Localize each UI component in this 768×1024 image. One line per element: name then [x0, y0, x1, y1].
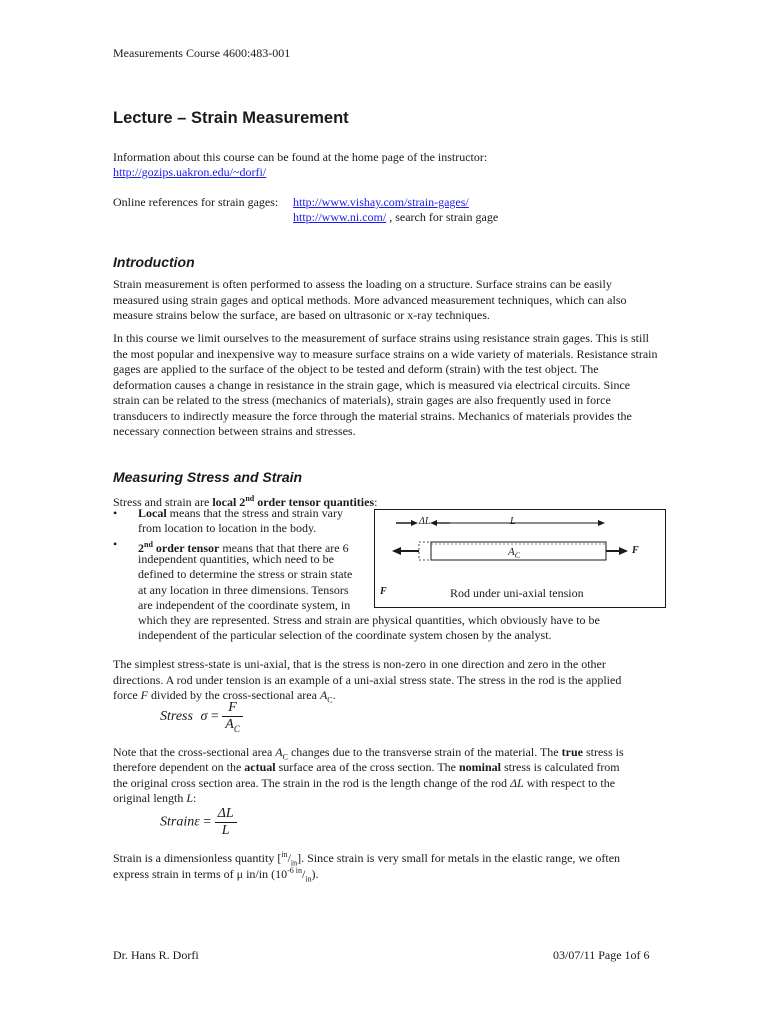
- bullet-1-text: means that the stress and strain vary: [166, 506, 343, 520]
- bullet-2-bold-b: order tensor: [152, 541, 220, 555]
- lead-bold-1: local 2: [212, 495, 246, 509]
- note-text-g: the original cross section area. The strain in the rod is the length change of the rod: [113, 776, 510, 790]
- dimless-sub-2: in: [305, 874, 312, 884]
- note-text-d: therefore dependent on the: [113, 760, 245, 774]
- bullet-2-bold-a: 2: [138, 541, 144, 555]
- epsilon-symbol: ε: [194, 814, 200, 830]
- footer-author: Dr. Hans R. Dorfi: [113, 948, 199, 962]
- note-text-c: stress is: [582, 745, 624, 759]
- note-delta-l: ΔL: [510, 776, 524, 790]
- uniaxial-period: .: [332, 688, 336, 702]
- note-text-f: stress is calculated from: [501, 760, 620, 774]
- note-text-i: original length: [113, 791, 187, 805]
- strain-eq-lhs: Strain: [160, 814, 195, 830]
- bullet-2-line-3: defined to determine the stress or strain state: [138, 567, 353, 581]
- stress-heading: Measuring Stress and Strain: [113, 469, 303, 485]
- stress-fraction: [222, 700, 243, 734]
- note-line-4: [113, 791, 196, 807]
- note-actual-bold: actual: [244, 760, 276, 774]
- bullet-2-line-2: independent quantities, which need to be: [138, 552, 334, 566]
- ni-link-suffix: , search for strain gage: [389, 210, 499, 224]
- force-label-left: F: [380, 586, 387, 597]
- note-text-a: Note that the cross-sectional area: [113, 745, 276, 759]
- uniaxial-area-text: divided by the cross-sectional area: [148, 688, 320, 702]
- note-area-sub: C: [282, 752, 288, 762]
- note-line-3: [113, 776, 615, 792]
- uniaxial-paragraph: The simplest stress-state is uni-axial, that is the stress is non-zero in one direction and zero in the other directions. A rod under tension is an example of a uni-axial stress state. The stress in the rod is the applied: [113, 657, 622, 687]
- note-colon: :: [193, 791, 197, 805]
- stress-numerator: F: [222, 700, 243, 717]
- dimless-line-2: [113, 863, 319, 887]
- stress-eq-lhs: Stress: [160, 708, 193, 724]
- dimless-sub: in: [290, 858, 298, 868]
- footer-page: 03/07/11 Page 1of 6: [553, 948, 650, 962]
- note-nominal-bold: nominal: [459, 760, 502, 774]
- info-line: Information about this course can be found at the home page of the instructor:: [113, 150, 488, 164]
- uniaxial-force-var: F: [140, 688, 148, 702]
- dimless-end: ).: [311, 867, 319, 881]
- length-label: L: [510, 516, 516, 527]
- refs-link-line-2: [293, 210, 498, 226]
- bullet-2-line-4: at any location in three dimensions. Tensors: [138, 583, 349, 597]
- note-area-var: A: [275, 745, 283, 759]
- delta-l-label: ΔL: [419, 516, 431, 527]
- bullet-dot-2: •: [113, 537, 118, 551]
- lead-colon: :: [374, 495, 378, 509]
- dimless-sup: in: [281, 850, 288, 859]
- stress-den-letter: A: [225, 717, 234, 732]
- force-label-right: F: [632, 545, 639, 556]
- note-true-bold: true: [561, 745, 583, 759]
- uniaxial-area-var: A: [319, 688, 328, 702]
- refs-link-line-1: [293, 195, 469, 211]
- bullet-1-line-2: from location to location in the body.: [138, 521, 317, 535]
- strain-eq-equals: =: [203, 814, 212, 830]
- intro-heading: Introduction: [113, 254, 195, 270]
- bullet-2-sup: nd: [144, 540, 153, 549]
- figure-caption: Rod under uni-axial tension: [450, 586, 584, 600]
- info-link-line: [113, 165, 658, 181]
- area-letter: A: [508, 546, 515, 558]
- strain-numerator: ΔL: [215, 806, 237, 823]
- bullet-1-bold: Local: [138, 506, 167, 520]
- bullet-2-text: means that that there are 6: [219, 541, 349, 555]
- note-length-var: L: [186, 791, 194, 805]
- instructor-homepage-link[interactable]: http://gozips.uakron.edu/~dorfi/: [113, 165, 267, 179]
- dimless-slash: /: [287, 851, 291, 865]
- note-text-b: changes due to the transverse strain of the material. The: [287, 745, 562, 759]
- sigma-symbol: σ: [200, 708, 208, 724]
- dimless-sup-2: -6 in: [287, 866, 302, 875]
- note-text-e: surface area of the cross section. The: [275, 760, 459, 774]
- mu-symbol: μ: [236, 867, 244, 881]
- bullet-1-line-1: [138, 506, 343, 522]
- stress-den-sub: C: [233, 723, 240, 734]
- bullet-2-line-6: which they are represented. Stress and strain are physical quantities, which obviously have to be: [138, 613, 600, 627]
- running-header: Measurements Course 4600:483-001: [113, 46, 291, 60]
- intro-paragraph-1: Strain measurement is often performed to assess the loading on a structure. Surface strains can be easily measured using strain gages and optical methods. More advanced measurement techniques, which can also measure strains below the surface, are based on ultrasonic or x-ray techniques.: [113, 277, 627, 322]
- dimless-text-b: ]. Since strain is very small for metals in the elastic range, we often: [297, 851, 621, 865]
- strain-fraction: [215, 806, 237, 839]
- bullet-dot-1: •: [113, 506, 118, 520]
- uniaxial-area-sub: C: [327, 695, 333, 705]
- note-line-2: [113, 760, 620, 776]
- lead-bold-2: order tensor quantities: [254, 495, 375, 509]
- stress-denominator: [222, 717, 243, 734]
- dimless-text-a: Strain is a dimensionless quantity [: [113, 851, 282, 865]
- dimless-text-d: in/in (10: [243, 867, 288, 881]
- stress-eq-equals: =: [210, 708, 219, 724]
- lead-text: Stress and strain are: [113, 495, 213, 509]
- strain-denominator: L: [221, 823, 230, 838]
- dimless-text-c: express strain in terms of: [113, 867, 237, 881]
- refs-label: Online references for strain gages:: [113, 195, 279, 209]
- vishay-link[interactable]: http://www.vishay.com/strain-gages/: [293, 195, 469, 209]
- page-title: Lecture – Strain Measurement: [113, 109, 349, 127]
- note-text-h: with respect to the: [523, 776, 616, 790]
- ni-link[interactable]: http://www.ni.com/: [293, 210, 387, 224]
- strain-equation: [160, 806, 237, 839]
- uniaxial-force-text: force: [113, 688, 141, 702]
- area-label: [508, 546, 520, 560]
- bullet-2-line-5: are independent of the coordinate system, in: [138, 598, 351, 612]
- bullet-2-line-7: independent of the particular selection of the coordinate system chosen by the analyst.: [138, 628, 552, 642]
- dimless-slash-2: /: [301, 867, 306, 881]
- lead-sup: nd: [245, 494, 255, 503]
- stress-equation: [160, 700, 243, 734]
- intro-paragraph-2: In this course we limit ourselves to the measurement of surface strains using resistance strain gages. This is still the most popular and inexpensive way to measure surface strains on a wide variety of materials. Resistance strain gages are applied to the surface of the object to be tested and deform (strain) with the test object. The deformation causes a change in resistance in the strain gage, which is measured via electrical circuits. Since strain can be related to the stress (mechanics of materials), strain gages are also frequently used in force transducers to indirectly measure the force through the material strains. Mechanics of materials provides the necessary connection between strains and stresses.: [113, 331, 658, 438]
- area-sub: C: [514, 551, 521, 561]
